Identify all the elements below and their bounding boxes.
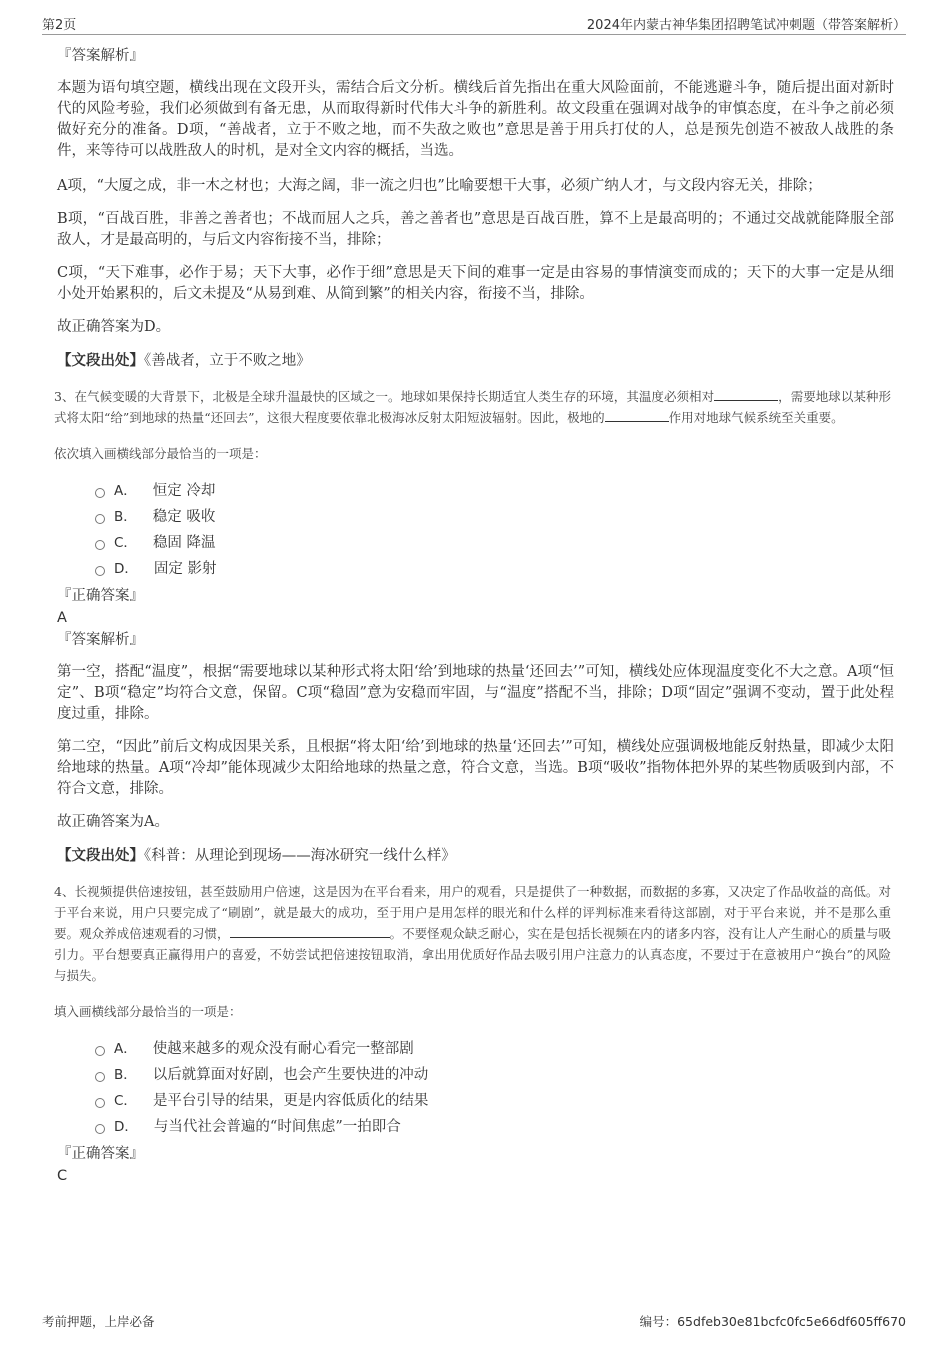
option-text: 恒定 冷却	[152, 483, 216, 499]
page-number: 第2页	[42, 18, 77, 33]
page-footer	[42, 1312, 906, 1330]
question-text: ，需要地球以某种形式将太阳“给”到地球的热量“还回去”，这很大程度要依靠北极海冰反射太阳短波辐射。因此，极地的	[54, 389, 891, 425]
footer-slogan: 考前押题，上岸必备	[42, 1314, 155, 1329]
option-letter: D．	[114, 1119, 138, 1135]
option-a[interactable]	[95, 1036, 894, 1062]
passage-source	[57, 845, 894, 867]
radio-button[interactable]	[95, 1098, 105, 1108]
document-title: 2024年内蒙古神华集团招聘笔试冲刺题（带答案解析）	[586, 18, 906, 33]
fill-blank	[605, 407, 669, 422]
document-id: 编号：65dfeb30e81bcfc0fc5e66df605ff670	[639, 1314, 906, 1329]
option-text: 以后就算面对好剧，也会产生要快进的冲动	[152, 1067, 429, 1083]
question-text: 作用对地球气候系统至关重要。	[668, 410, 844, 425]
analysis-paragraph: A项，“大厦之成，非一木之材也；大海之阔，非一流之归也”比喻要想干大事，必须广纳人才，与文段内容无关，排除；	[57, 178, 822, 194]
page-header	[42, 14, 906, 35]
question-prompt: 填入画横线部分最恰当的一项是：	[54, 1004, 242, 1019]
source-label: 【文段出处】	[57, 352, 144, 369]
option-text: 稳固 降温	[152, 535, 216, 551]
option-text: 稳定 吸收	[152, 509, 216, 525]
option-letter: D．	[114, 561, 138, 577]
analysis-paragraph: 本题为语句填空题，横线出现在文段开头，需结合后文分析。横线后首先指出在重大风险面前，不能逃避斗争，随后提出面对新时代的风险考验，我们必须做到有备无患，从而取得新时代伟大斗争的新胜利。故文段重在强调对战争的审慎态度，在斗争之前必须做好充分的准备。D项，“善战者，立于不败之地，而不失敌之败也”意思是善于用兵打仗的人，总是预先创造不被敌人战胜的条件，来等待可以战胜敌人的时机，是对全文内容的概括，当选。	[57, 80, 894, 159]
question-stem-3	[54, 386, 891, 428]
fill-blank	[230, 923, 390, 938]
option-text: 与当代社会普遍的“时间焦虑”一拍即合	[153, 1119, 401, 1135]
question-text: 。不要怪观众缺乏耐心，实在是包括长视频在内的诸多内容，没有让人产生耐心的质量与吸引力。平台想要真正赢得用户的喜爱，不妨尝试把倍速按钮取消，拿出用优质好作品去吸引用户注意力的认真态度，不要过于在意被用户“换台”的风险与损失。	[54, 926, 891, 983]
option-letter: A．	[114, 483, 137, 499]
analysis-heading: 『答案解析』	[57, 48, 144, 64]
analysis-conclusion: 故正确答案为D。	[57, 319, 171, 335]
analysis-paragraph: 第二空，“因此”前后文构成因果关系，且根据“将太阳‘给’到地球的热量‘还回去’”可知，横线处应强调极地能反射热量，即减少太阳给地球的热量。A项“冷却”能体现减少太阳给地球的热量之意，符合文意，当选。B项“吸收”指物体把外界的某些物质吸到内部，不符合文意，排除。	[57, 739, 894, 797]
radio-button[interactable]	[95, 488, 105, 498]
option-c[interactable]	[95, 1088, 894, 1114]
radio-button[interactable]	[95, 540, 105, 550]
option-letter: B．	[114, 509, 137, 525]
option-letter: B．	[114, 1067, 137, 1083]
radio-button[interactable]	[95, 566, 105, 576]
option-letter: C．	[114, 535, 137, 551]
option-text: 是平台引导的结果，更是内容低质化的结果	[152, 1093, 429, 1109]
radio-button[interactable]	[95, 514, 105, 524]
option-d[interactable]	[95, 556, 894, 582]
correct-answer-heading: 『正确答案』	[57, 1146, 144, 1162]
option-d[interactable]	[95, 1114, 894, 1140]
analysis-paragraph: B项，“百战百胜，非善之善者也；不战而屈人之兵，善之善者也”意思是百战百胜，算不上是最高明的；不通过交战就能降服全部敌人，才是最高明的，与后文内容衔接不当，排除；	[57, 211, 894, 248]
source-title: 《科普：从理论到现场——海冰研究一线什么样》	[144, 848, 456, 864]
option-text: 使越来越多的观众没有耐心看完一整部剧	[152, 1041, 414, 1057]
option-b[interactable]	[95, 1062, 894, 1088]
source-label: 【文段出处】	[57, 847, 144, 864]
radio-button[interactable]	[95, 1072, 105, 1082]
question-stem-4	[54, 881, 891, 986]
analysis-paragraph: 第一空，搭配“温度”，根据“需要地球以某种形式将太阳‘给’到地球的热量‘还回去’”可知，横线处应体现温度变化不大之意。A项“恒定”、B项“稳定”均符合文意，保留。C项“稳固”意为安稳而牢固，与“温度”搭配不当，排除；D项“固定”强调不变动，置于此处程度过重，排除。	[57, 664, 894, 722]
option-list	[95, 1036, 894, 1140]
radio-button[interactable]	[95, 1046, 105, 1056]
page-content	[54, 46, 894, 1188]
option-b[interactable]	[95, 504, 894, 530]
question-text: 4、长视频提供倍速按钮，甚至鼓励用户倍速，这是因为在平台看来，用户的观看，只是提供了一种数据，而数据的多寡，又决定了作品收益的高低。对于平台来说，用户只要完成了“刷剧”，就是最大的成功，至于用户是用怎样的眼光和什么样的评判标准来看待这部剧，对于平台来说，并不是那么重要。观众养成倍速观看的习惯，	[54, 884, 891, 941]
option-c[interactable]	[95, 530, 894, 556]
question-text: 3、在气候变暖的大背景下，北极是全球升温最快的区域之一。地球如果保持长期适宜人类生存的环境，其温度必须相对	[54, 389, 715, 404]
option-letter: A．	[114, 1041, 137, 1057]
option-list	[95, 478, 894, 582]
question-prompt: 依次填入画横线部分最恰当的一项是：	[54, 446, 267, 461]
option-text: 固定 影射	[153, 561, 217, 577]
option-a[interactable]	[95, 478, 894, 504]
radio-button[interactable]	[95, 1124, 105, 1134]
analysis-heading: 『答案解析』	[57, 632, 144, 648]
correct-answer-heading: 『正确答案』	[57, 588, 144, 604]
option-letter: C．	[114, 1093, 137, 1109]
analysis-paragraph: C项，“天下难事，必作于易；天下大事，必作于细”意思是天下间的难事一定是由容易的事情演变而成的；天下的大事一定是从细小处开始累积的，后文未提及“从易到难、从简到繁”的相关内容，衔接不当，排除。	[57, 265, 894, 302]
analysis-conclusion: 故正确答案为A。	[57, 814, 169, 830]
source-title: 《善战者，立于不败之地》	[144, 353, 311, 369]
correct-answer: A	[57, 610, 67, 626]
fill-blank	[714, 386, 778, 401]
passage-source	[57, 350, 894, 372]
correct-answer: C	[57, 1168, 68, 1184]
